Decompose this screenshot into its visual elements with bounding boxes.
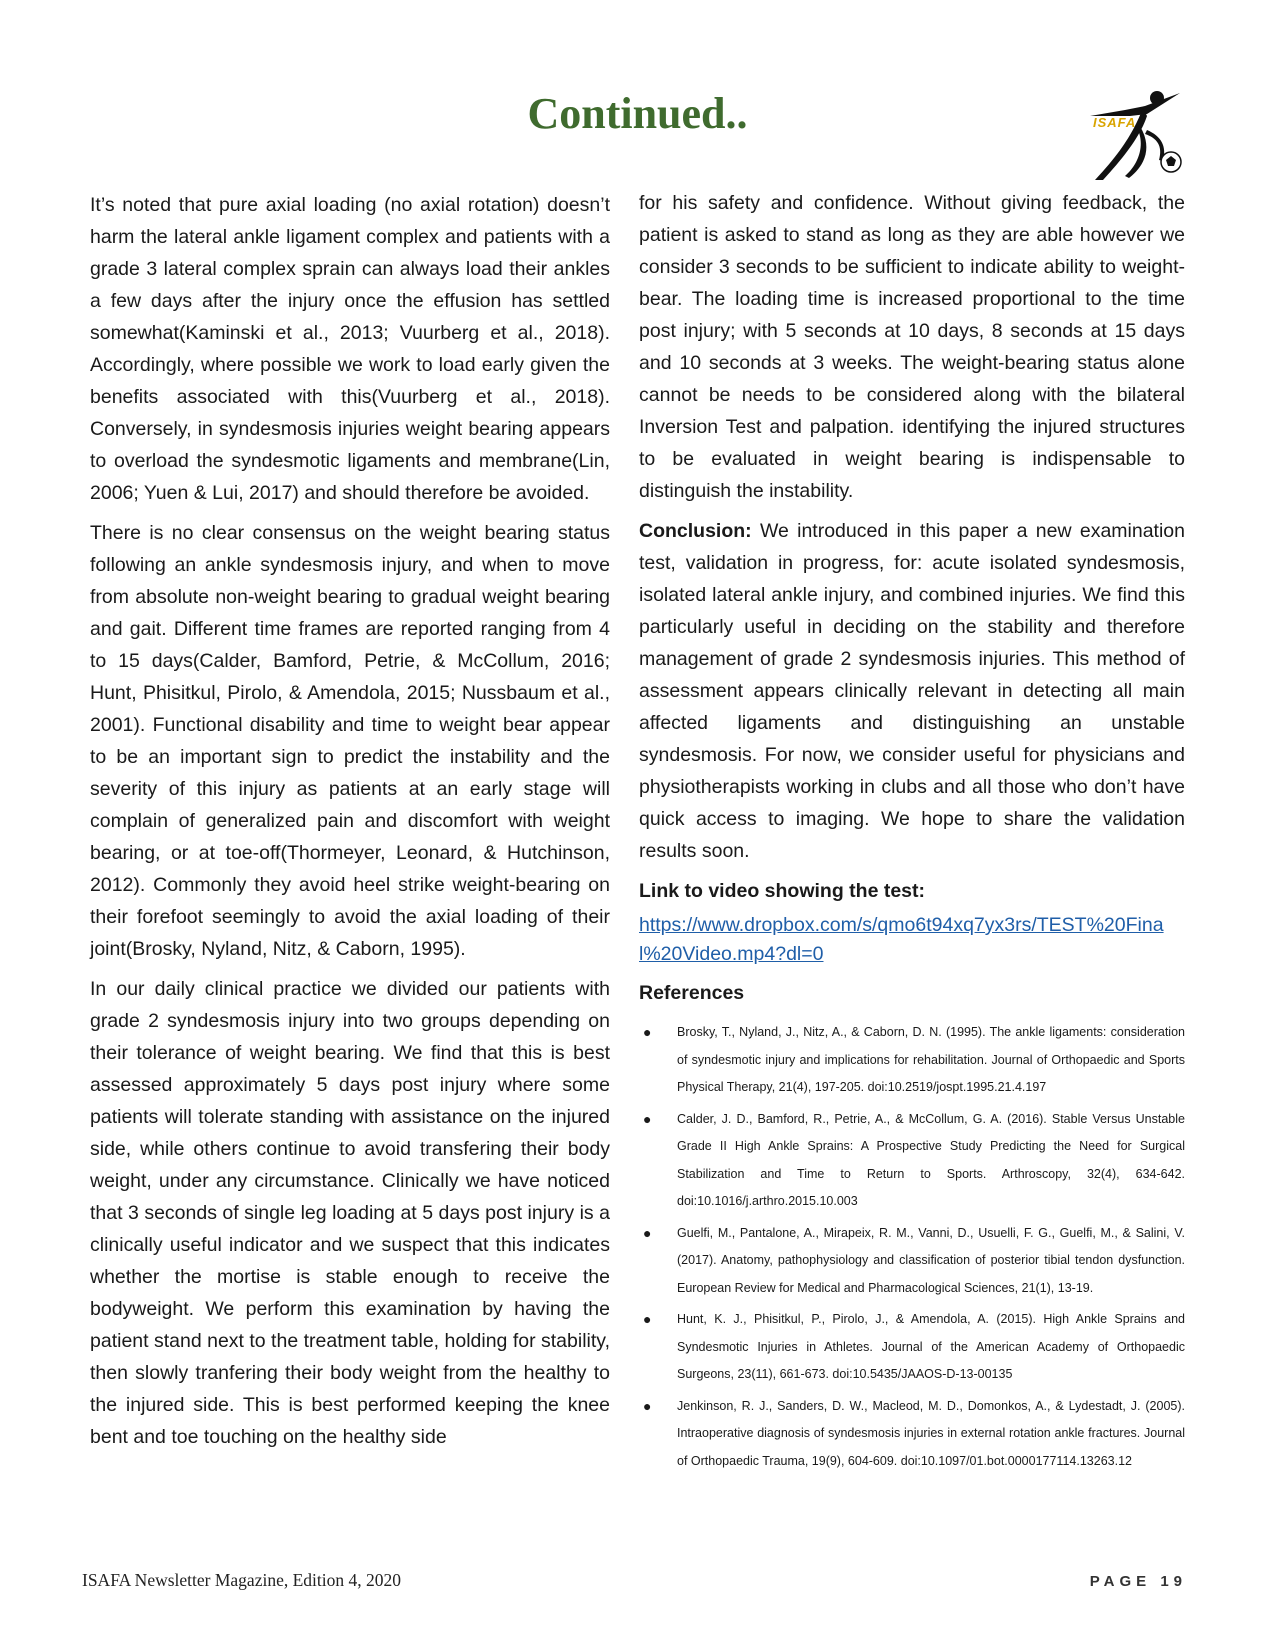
- references-heading: References: [639, 982, 745, 1004]
- video-link[interactable]: https://www.dropbox.com/s/qmo6t94xq7yx3rs/TEST%20Final%20Video.mp4?dl=0: [639, 914, 1164, 965]
- reference-item: [639, 1019, 1185, 1102]
- reference-item: [639, 1393, 1185, 1476]
- reference-item: [639, 1220, 1185, 1303]
- bullet-icon: ●: [643, 1224, 652, 1241]
- reference-text: Hunt, K. J., Phisitkul, P., Pirolo, J., & Amendola, A. (2015). High Ankle Sprains and Syndesmotic Injuries in Athletes. Journal of the American Academy of Orthopaedic Surgeons, 23(11), 661-673. doi:10.5435/JAAOS-D-13-00135: [677, 1312, 1185, 1381]
- bullet-icon: ●: [643, 1397, 652, 1414]
- soccer-player-logo-icon: [1085, 88, 1185, 188]
- body-paragraph: There is no clear consensus on the weight bearing status following an ankle syndesmosis injury, and when to move from absolute non-weight bearing to gradual weight bearing and gait. Different time frames are reported ranging from 4 to 15 days(Calder, Bamford, Petrie, & McCollum, 2016; Hunt, Phisitkul, Pirolo, & Amendola, 2015; Nussbaum et al., 2001). Functional disability and time to weight bear appear to be an important sign to predict the instability and the severity of this injury as patients at an early stage will complain of generalized pain and discomfort with weight bearing, or at toe-off(Thormeyer, Leonard, & Hutchinson, 2012). Commonly they avoid heel strike weight-bearing on their forefoot seemingly to avoid the axial loading of their joint(Brosky, Nyland, Nitz, & Caborn, 1995).: [90, 522, 610, 960]
- conclusion-paragraph: [639, 515, 1185, 867]
- footer-publication: ISAFA Newsletter Magazine, Edition 4, 2020: [82, 1570, 401, 1590]
- reference-text: Jenkinson, R. J., Sanders, D. W., Macleod, M. D., Domonkos, A., & Lydestadt, J. (2005). Intraoperative diagnosis of syndesmosis injuries in external rotation ankle fractures. Journal of Orthopaedic Trauma, 19(9), 604-609. doi:10.1097/01.bot.0000177114.13263.12: [677, 1398, 1185, 1468]
- references-list: [639, 1019, 1185, 1475]
- bullet-icon: ●: [643, 1024, 652, 1040]
- bullet-icon: ●: [643, 1110, 652, 1127]
- page-title: Continued..: [527, 89, 748, 138]
- body-paragraph: In our daily clinical practice we divided our patients with grade 2 syndesmosis injury into two groups depending on their tolerance of weight bearing. We find that this is best assessed approximately 5 days post injury where some patients will tolerate standing with assistance on the injured side, while others continue to avoid transfering their body weight, under any circumstance. Clinically we have noticed that 3 seconds of single leg loading at 5 days post injury is a clinically useful indicator and we suspect that this indicates whether the mortise is stable enough to receive the bodyweight. We perform this examination by having the patient stand next to the treatment table, holding for stability, then slowly tranfering their body weight from the healthy to the injured side. This is best performed keeping the knee bent and toe touching on the healthy side: [90, 978, 610, 1448]
- video-link-heading: Link to video showing the test:: [639, 880, 926, 902]
- logo-text: ISAFA: [1093, 115, 1137, 130]
- page-number: PAGE 19: [1089, 1573, 1187, 1590]
- reference-text: Calder, J. D., Bamford, R., Petrie, A., & McCollum, G. A. (2016). Stable Versus Unstable Grade II High Ankle Sprains: A Prospective Study Predicting the Need for Surgical Stabilization and Time to Return to Sports. Arthroscopy, 32(4), 634-642. doi:10.1016/j.arthro.2015.10.003: [677, 1111, 1185, 1208]
- isafa-logo: [1085, 88, 1185, 188]
- reference-item: [639, 1106, 1185, 1216]
- reference-text: Brosky, T., Nyland, J., Nitz, A., & Caborn, D. N. (1995). The ankle ligaments: consideration of syndesmotic injury and implications for rehabilitation. Journal of Orthopaedic and Sports Physical Therapy, 21(4), 197-205. doi:10.2519/jospt.1995.21.4.197: [677, 1025, 1185, 1094]
- conclusion-label: Conclusion:: [639, 520, 752, 542]
- conclusion-text: We introduced in this paper a new examination test, validation in progress, for: acute isolated syndesmosis, isolated lateral ankle injury, and combined injuries. We find this particularly useful in deciding on the stability and therefore management of grade 2 syndesmosis injuries. This method of assessment appears clinically relevant in detecting all main affected ligaments and distinguishing an unstable syndesmosis. For now, we consider useful for physicians and physiotherapists working in clubs and all those who don’t have quick access to imaging. We hope to share the validation results soon.: [639, 520, 1185, 862]
- right-column: [639, 187, 1185, 1479]
- reference-text: Guelfi, M., Pantalone, A., Mirapeix, R. M., Vanni, D., Usuelli, F. G., Guelfi, M., & Salini, V. (2017). Anatomy, pathophysiology and classification of posterior tibial tendon dysfunction. European Review for Medical and Pharmacological Sciences, 21(1), 13-19.: [677, 1225, 1185, 1295]
- body-paragraph: It’s noted that pure axial loading (no axial rotation) doesn’t harm the lateral ankle ligament complex and patients with a grade 3 lateral complex sprain can always load their ankles a few days after the injury once the effusion has settled somewhat(Kaminski et al., 2013; Vuurberg et al., 2018). Accordingly, where possible we work to load early given the benefits associated with this(Vuurberg et al., 2018). Conversely, in syndesmosis injuries weight bearing appears to overload the syndesmotic ligaments and membrane(Lin, 2006; Yuen & Lui, 2017) and should therefore be avoided.: [90, 194, 610, 504]
- bullet-icon: ●: [643, 1311, 652, 1327]
- left-column: [90, 189, 610, 1461]
- reference-item: [639, 1306, 1185, 1389]
- continued-paragraph: for his safety and confidence. Without giving feedback, the patient is asked to stand as long as they are able however we consider 3 seconds to be sufficient to indicate ability to weight-bear. The loading time is increased proportional to the time post injury; with 5 seconds at 10 days, 8 seconds at 15 days and 10 seconds at 3 weeks. The weight-bearing status alone cannot be needs to be considered along with the bilateral Inversion Test and palpation. identifying the injured structures to be evaluated in weight bearing is indispensable to distinguish the instability.: [639, 192, 1185, 502]
